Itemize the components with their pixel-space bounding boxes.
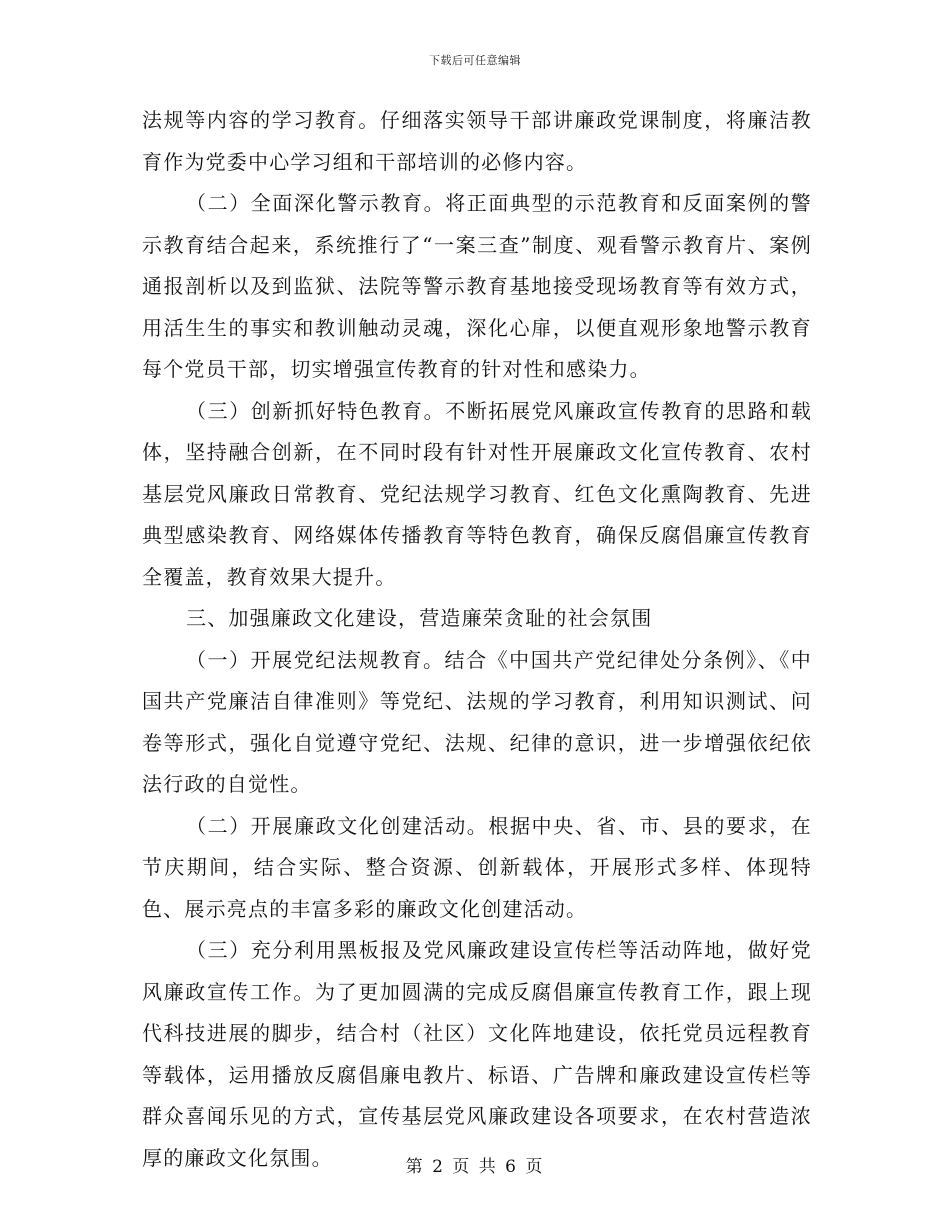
paragraph-2: （二）全面深化警示教育。将正面典型的示范教育和反面案例的警示教育结合起来，系统推行了“一案三查”制度、观看警示教育片、案例通报剖析以及到监狱、法院等警示教育基地接受现场教育等有效方式，用活生生的事实和教训触动灵魂，深化心扉，以便直观形象地警示教育每个党员干部，切实增强宣传教育的针对性和感染力。	[142, 191, 812, 381]
paragraph-5: （二）开展廉政文化创建活动。根据中央、省、市、县的要求，在节庆期间，结合实际、整合资源、创新载体，开展形式多样、体现特色、展示亮点的丰富多彩的廉政文化创建活动。	[142, 813, 812, 921]
page-header: 下载后可任意编辑	[429, 54, 521, 67]
paragraph-3: （三）创新抓好特色教育。不断拓展党风廉政宣传教育的思路和载体，坚持融合创新，在不同时段有针对性开展廉政文化宣传教育、农村基层党风廉政日常教育、党纪法规学习教育、红色文化熏陶教育、先进典型感染教育、网络媒体传播教育等特色教育，确保反腐倡廉宣传教育全覆盖，教育效果大提升。	[142, 398, 812, 589]
section-heading-3: 三、加强廉政文化建设，营造廉荣贪耻的社会氛围	[186, 606, 653, 630]
paragraph-4: （一）开展党纪法规教育。结合《中国共产党纪律处分条例》、《中国共产党廉洁自律准则》等党纪、法规的学习教育，利用知识测试、问卷等形式，强化自觉遵守党纪、法规、纪律的意识，进一步增强依纪依法行政的自觉性。	[142, 647, 812, 796]
paragraph-1: 法规等内容的学习教育。仔细落实领导干部讲廉政党课制度，将廉洁教育作为党委中心学习组和干部培训的必修内容。	[142, 108, 812, 174]
paragraph-6: （三）充分利用黑板报及党风廉政建设宣传栏等活动阵地，做好党风廉政宣传工作。为了更加圆满的完成反腐倡廉宣传教育工作，跟上现代科技进展的脚步，结合村（社区）文化阵地建设，依托党员远程教育等载体，运用播放反腐倡廉电教片、标语、广告牌和廉政建设宣传栏等群众喜闻乐见的方式，宣传基层党风廉政建设各项要求，在农村营造浓厚的廉政文化氛围。	[142, 938, 812, 1170]
page-number: 第 2 页 共 6 页	[405, 1157, 545, 1177]
document-body	[142, 100, 812, 1179]
